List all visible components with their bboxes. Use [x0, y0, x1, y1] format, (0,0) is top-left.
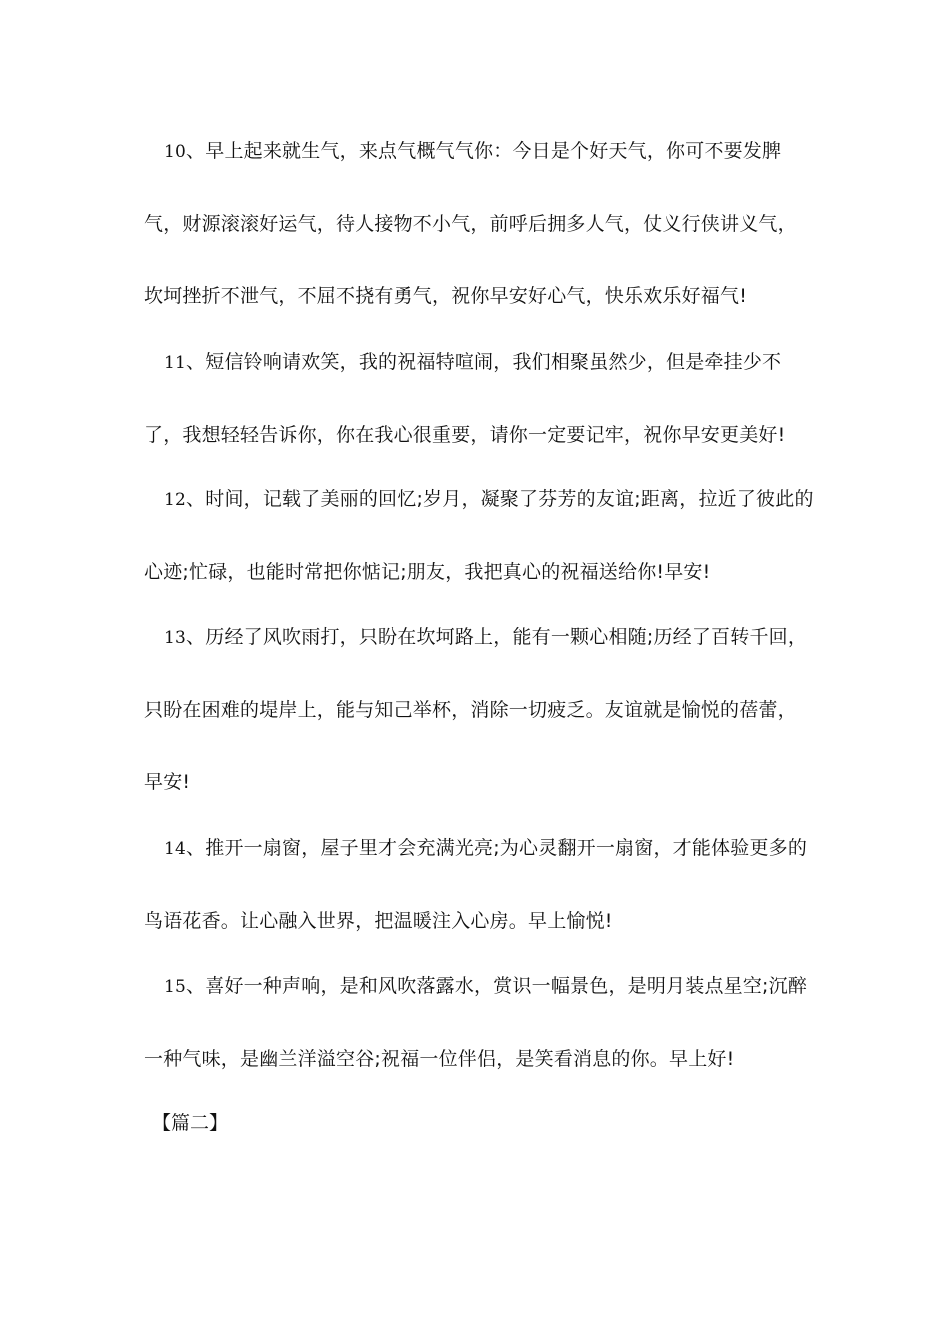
paragraph-separator: 、 [186, 351, 206, 373]
paragraph-text: 早上起来就生气，来点气概气气你：今日是个好天气，你可不要发脾气，财源滚滚好运气，待人接物不小气，前呼后拥多人气，仗义行侠讲义气，坎坷挫折不泄气，不屈不挠有勇气，祝你早安好心气，快乐欢乐好福气! [144, 140, 797, 307]
paragraph-separator: 、 [186, 837, 206, 859]
paragraph-text: 推开一扇窗，屋子里才会充满光亮;为心灵翻开一扇窗，才能体验更多的鸟语花香。让心融入世界，把温暖注入心房。早上愉悦! [144, 837, 808, 932]
section-heading: 【篇二】 [152, 1112, 229, 1134]
paragraph-number: 12 [164, 490, 187, 510]
paragraph-number: 10 [164, 142, 187, 162]
paragraph-14 [144, 812, 814, 957]
paragraph-text: 喜好一种声响，是和风吹落露水，赏识一幅景色，是明月装点星空;沉醉一种气味，是幽兰洋溢空谷;祝福一位伴侣，是笑看消息的你。早上好! [144, 975, 808, 1070]
paragraph-13 [144, 601, 814, 818]
paragraph-separator: 、 [186, 626, 206, 648]
paragraph-text: 短信铃响请欢笑，我的祝福特喧闹，我们相聚虽然少，但是牵挂少不了，我想轻轻告诉你，你在我心很重要，请你一定要记牢，祝你早安更美好! [144, 351, 786, 446]
paragraph-number: 11 [164, 353, 187, 373]
paragraph-15 [144, 950, 814, 1095]
paragraph-separator: 、 [186, 140, 206, 162]
paragraph-number: 14 [164, 839, 187, 859]
paragraph-text: 时间，记载了美丽的回忆;岁月，凝聚了芬芳的友谊;距离，拉近了彼此的心迹;忙碌，也能时常把你惦记;朋友，我把真心的祝福送给你!早安! [144, 488, 814, 583]
paragraph-number: 13 [164, 628, 187, 648]
paragraph-number: 15 [164, 977, 187, 997]
paragraph-separator: 、 [186, 488, 206, 510]
paragraph-10 [144, 115, 814, 332]
paragraph-11 [144, 326, 814, 471]
paragraph-separator: 、 [186, 975, 206, 997]
paragraph-12 [144, 463, 814, 608]
paragraph-text: 历经了风吹雨打，只盼在坎坷路上，能有一颗心相随;历经了百转千回，只盼在困难的堤岸上，能与知己举杯，消除一切疲乏。友谊就是愉悦的蓓蕾，早安! [144, 626, 808, 793]
